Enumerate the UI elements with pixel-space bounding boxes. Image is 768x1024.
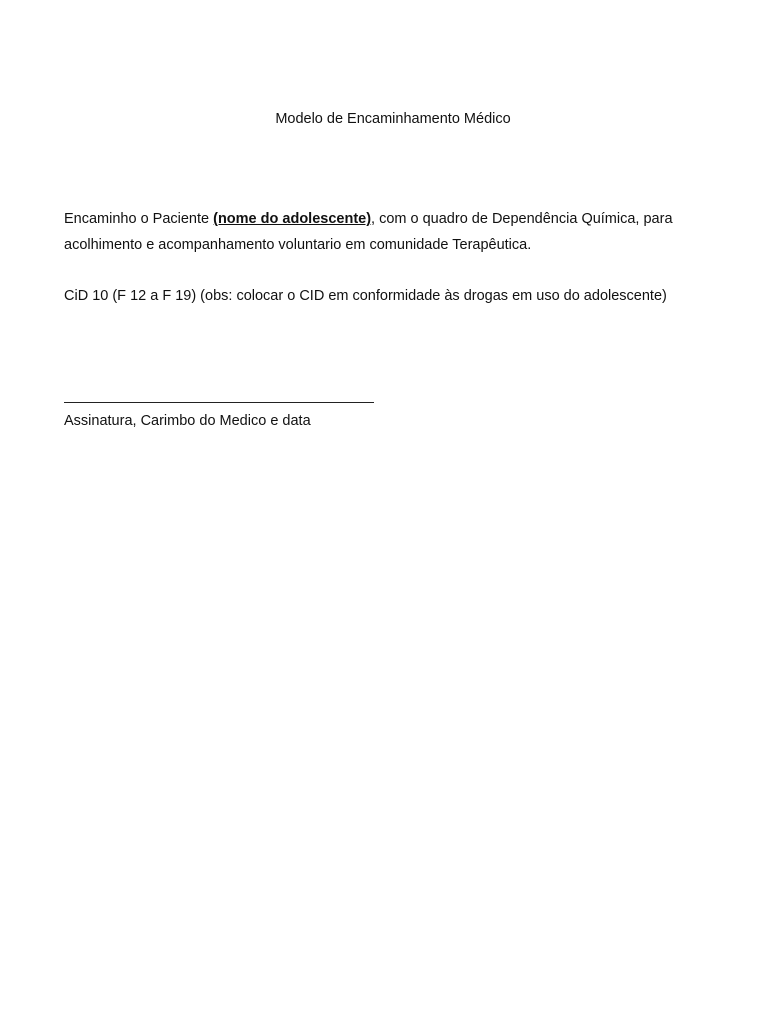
cid-paragraph: CiD 10 (F 12 a F 19) (obs: colocar o CID em conformidade às drogas em uso do adolescente) [64,288,667,304]
signature-line [64,402,374,403]
patient-name-placeholder: (nome do adolescente) [213,211,372,227]
referral-paragraph [64,206,728,258]
document-title: Modelo de Encaminhamento Médico [275,111,511,127]
referral-text-before: Encaminho o Paciente [64,211,214,227]
signature-label: Assinatura, Carimbo do Medico e data [64,413,311,429]
referral-text-after: , com o quadro de Dependência Química, para acolhimento e acompanhamento voluntario em comunidade Terapêutica. [64,211,673,253]
